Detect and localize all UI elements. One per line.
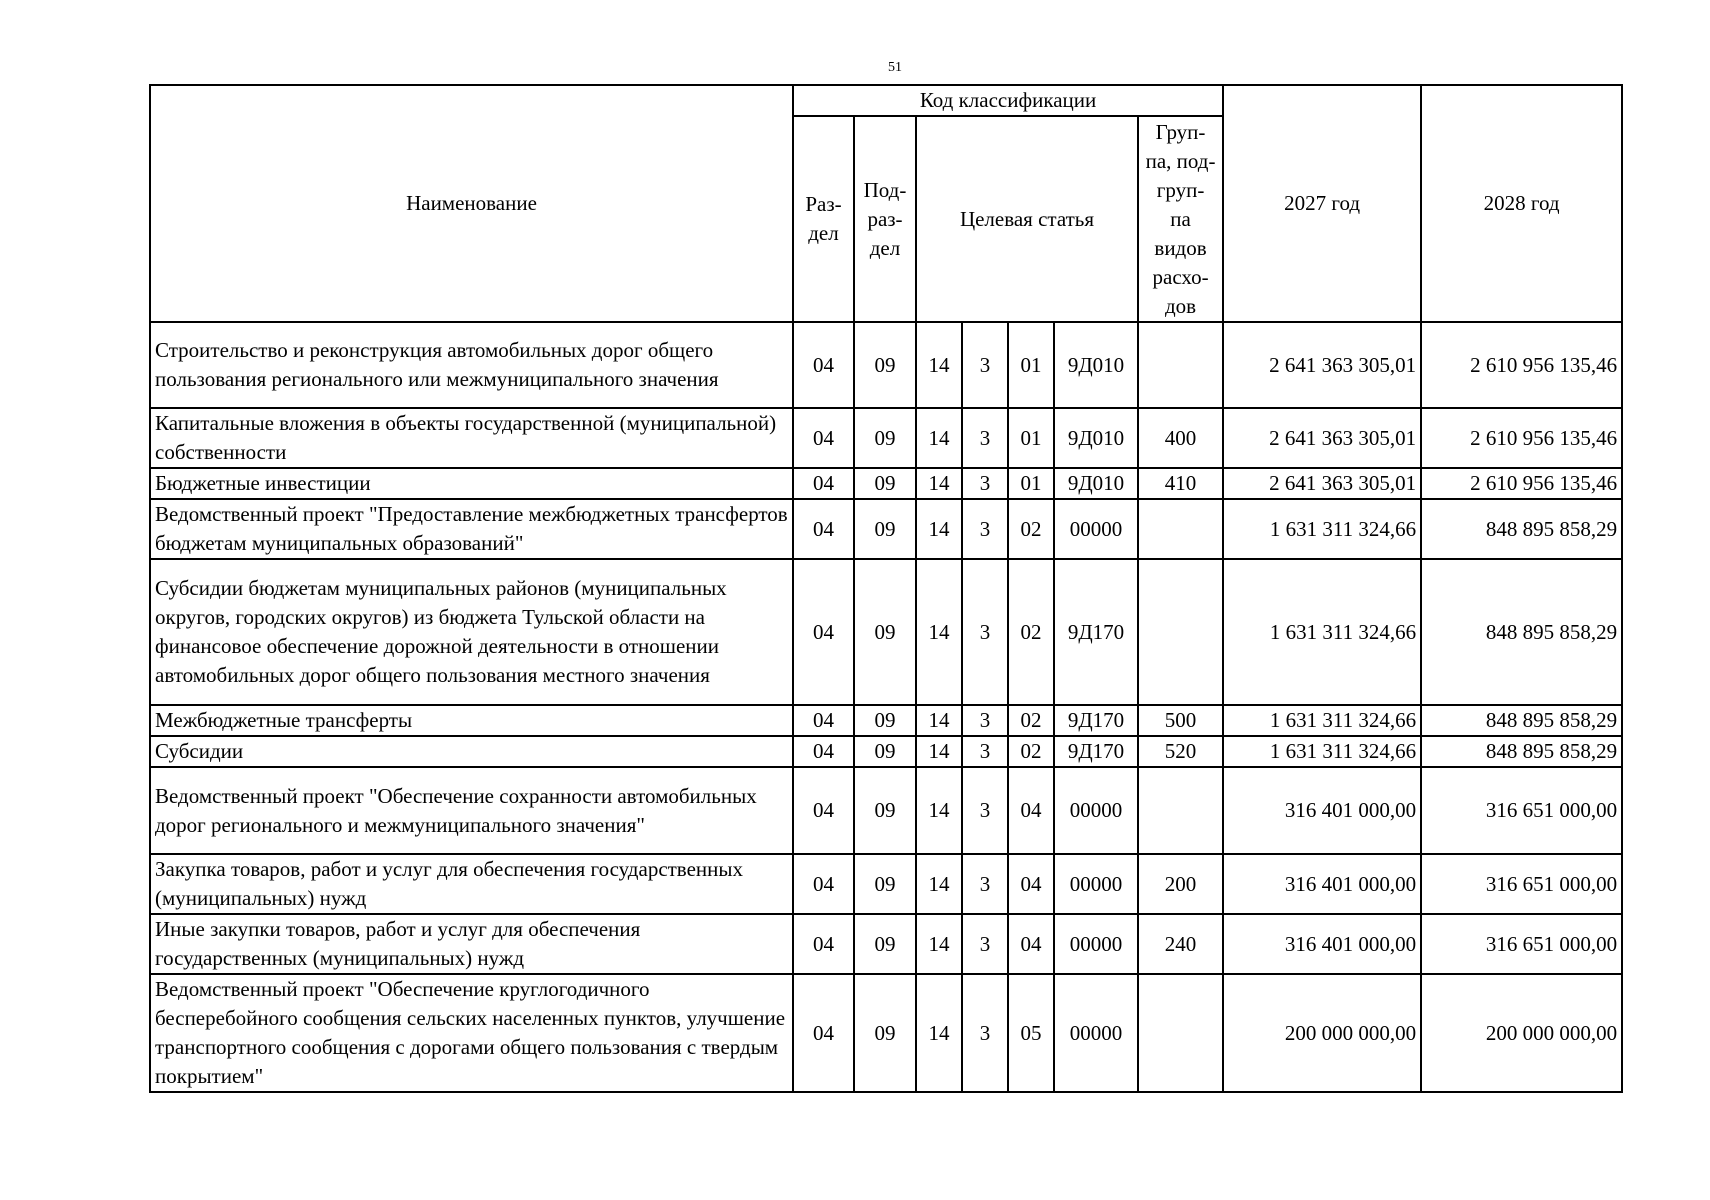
table-header [150,85,1622,322]
cell-name: Иные закупки товаров, работ и услуг для обеспечения государственных (муниципальных) нужд [150,914,793,974]
table-row [150,705,1622,736]
cell-amount-2028: 316 651 000,00 [1421,914,1622,974]
cell-section: 04 [793,499,854,559]
cell-expense-group [1138,767,1223,854]
cell-target-project: 02 [1008,705,1054,736]
cell-target-direction: 9Д170 [1054,736,1138,767]
cell-target-project: 02 [1008,499,1054,559]
table-row [150,767,1622,854]
cell-target-type: 3 [962,468,1008,499]
cell-target-type: 3 [962,854,1008,914]
cell-target-direction: 9Д010 [1054,408,1138,468]
cell-expense-group: 500 [1138,705,1223,736]
cell-target-program: 14 [916,468,962,499]
cell-amount-2027: 316 401 000,00 [1223,767,1421,854]
cell-section: 04 [793,914,854,974]
cell-amount-2027: 1 631 311 324,66 [1223,705,1421,736]
cell-target-project: 04 [1008,767,1054,854]
cell-target-direction: 9Д170 [1054,705,1138,736]
header-name: Наименование [150,85,793,322]
table-row [150,854,1622,914]
cell-target-direction: 00000 [1054,767,1138,854]
cell-subsection: 09 [854,408,916,468]
cell-name: Межбюджетные трансферты [150,705,793,736]
cell-section: 04 [793,322,854,408]
header-subsection: Под- раз- дел [854,116,916,322]
header-target-article: Целевая статья [916,116,1138,322]
cell-amount-2028: 2 610 956 135,46 [1421,408,1622,468]
budget-table [149,84,1623,1093]
cell-target-direction: 00000 [1054,914,1138,974]
table-row [150,468,1622,499]
header-expense-group: Груп- па, под- груп- па видов расхо- дов [1138,116,1223,322]
cell-section: 04 [793,767,854,854]
cell-target-program: 14 [916,499,962,559]
cell-subsection: 09 [854,914,916,974]
cell-target-type: 3 [962,499,1008,559]
table-row [150,736,1622,767]
cell-amount-2028: 848 895 858,29 [1421,736,1622,767]
cell-target-project: 02 [1008,736,1054,767]
cell-target-type: 3 [962,705,1008,736]
cell-target-project: 01 [1008,468,1054,499]
cell-target-project: 02 [1008,559,1054,705]
cell-section: 04 [793,736,854,767]
cell-name: Ведомственный проект "Обеспечение круглогодичного бесперебойного сообщения сельских населенных пунктов, улучшение транспортного сообщения с дорогами общего пользования с твердым покрытием" [150,974,793,1092]
cell-name: Субсидии [150,736,793,767]
cell-name: Бюджетные инвестиции [150,468,793,499]
header-year-2028: 2028 год [1421,85,1622,322]
cell-target-program: 14 [916,854,962,914]
cell-name: Ведомственный проект "Предоставление межбюджетных трансфертов бюджетам муниципальных образований" [150,499,793,559]
cell-target-project: 04 [1008,914,1054,974]
cell-amount-2027: 2 641 363 305,01 [1223,468,1421,499]
cell-subsection: 09 [854,854,916,914]
cell-target-direction: 9Д010 [1054,322,1138,408]
cell-target-type: 3 [962,322,1008,408]
cell-target-type: 3 [962,736,1008,767]
table-row [150,914,1622,974]
cell-subsection: 09 [854,322,916,408]
cell-amount-2027: 1 631 311 324,66 [1223,499,1421,559]
cell-expense-group [1138,322,1223,408]
cell-target-direction: 9Д170 [1054,559,1138,705]
cell-amount-2028: 316 651 000,00 [1421,854,1622,914]
cell-target-program: 14 [916,767,962,854]
cell-subsection: 09 [854,499,916,559]
cell-subsection: 09 [854,468,916,499]
table-row [150,499,1622,559]
table-row [150,408,1622,468]
cell-amount-2027: 2 641 363 305,01 [1223,322,1421,408]
cell-amount-2027: 200 000 000,00 [1223,974,1421,1092]
cell-expense-group: 400 [1138,408,1223,468]
table-row [150,322,1622,408]
cell-target-direction: 9Д010 [1054,468,1138,499]
cell-name: Капитальные вложения в объекты государственной (муниципальной) собственности [150,408,793,468]
cell-expense-group [1138,499,1223,559]
cell-target-project: 01 [1008,322,1054,408]
cell-section: 04 [793,974,854,1092]
cell-amount-2028: 848 895 858,29 [1421,499,1622,559]
cell-expense-group: 410 [1138,468,1223,499]
cell-name: Субсидии бюджетам муниципальных районов (муниципальных округов, городских округов) из бюджета Тульской области на финансовое обеспечение дорожной деятельности в отношении автомобильных дорог общего пользования местного значения [150,559,793,705]
cell-expense-group: 240 [1138,914,1223,974]
cell-name: Ведомственный проект "Обеспечение сохранности автомобильных дорог регионального и межмуниципального значения" [150,767,793,854]
cell-target-type: 3 [962,559,1008,705]
cell-target-program: 14 [916,408,962,468]
table-body [150,322,1622,1092]
table-row [150,974,1622,1092]
cell-amount-2028: 848 895 858,29 [1421,559,1622,705]
cell-amount-2028: 2 610 956 135,46 [1421,322,1622,408]
cell-subsection: 09 [854,974,916,1092]
cell-target-type: 3 [962,408,1008,468]
cell-target-project: 04 [1008,854,1054,914]
cell-amount-2027: 2 641 363 305,01 [1223,408,1421,468]
header-classification: Код классификации [793,85,1223,116]
cell-target-direction: 00000 [1054,499,1138,559]
cell-target-direction: 00000 [1054,854,1138,914]
header-section: Раз- дел [793,116,854,322]
cell-target-program: 14 [916,705,962,736]
table-row [150,559,1622,705]
cell-subsection: 09 [854,559,916,705]
cell-section: 04 [793,408,854,468]
cell-target-type: 3 [962,914,1008,974]
cell-section: 04 [793,468,854,499]
cell-amount-2028: 2 610 956 135,46 [1421,468,1622,499]
cell-expense-group: 520 [1138,736,1223,767]
cell-subsection: 09 [854,736,916,767]
page-number: 51 [888,60,902,75]
cell-expense-group [1138,974,1223,1092]
cell-amount-2028: 848 895 858,29 [1421,705,1622,736]
cell-target-program: 14 [916,559,962,705]
cell-amount-2027: 1 631 311 324,66 [1223,736,1421,767]
cell-target-program: 14 [916,736,962,767]
cell-target-program: 14 [916,974,962,1092]
cell-amount-2027: 316 401 000,00 [1223,854,1421,914]
header-year-2027: 2027 год [1223,85,1421,322]
cell-target-program: 14 [916,322,962,408]
cell-target-direction: 00000 [1054,974,1138,1092]
cell-section: 04 [793,559,854,705]
cell-expense-group [1138,559,1223,705]
cell-amount-2028: 316 651 000,00 [1421,767,1622,854]
cell-section: 04 [793,705,854,736]
cell-section: 04 [793,854,854,914]
cell-expense-group: 200 [1138,854,1223,914]
cell-target-type: 3 [962,974,1008,1092]
cell-amount-2028: 200 000 000,00 [1421,974,1622,1092]
cell-target-project: 01 [1008,408,1054,468]
cell-target-type: 3 [962,767,1008,854]
cell-amount-2027: 316 401 000,00 [1223,914,1421,974]
cell-amount-2027: 1 631 311 324,66 [1223,559,1421,705]
cell-subsection: 09 [854,705,916,736]
cell-target-program: 14 [916,914,962,974]
cell-name: Закупка товаров, работ и услуг для обеспечения государственных (муниципальных) нужд [150,854,793,914]
cell-target-project: 05 [1008,974,1054,1092]
cell-name: Строительство и реконструкция автомобильных дорог общего пользования регионального или межмуниципального значения [150,322,793,408]
cell-subsection: 09 [854,767,916,854]
